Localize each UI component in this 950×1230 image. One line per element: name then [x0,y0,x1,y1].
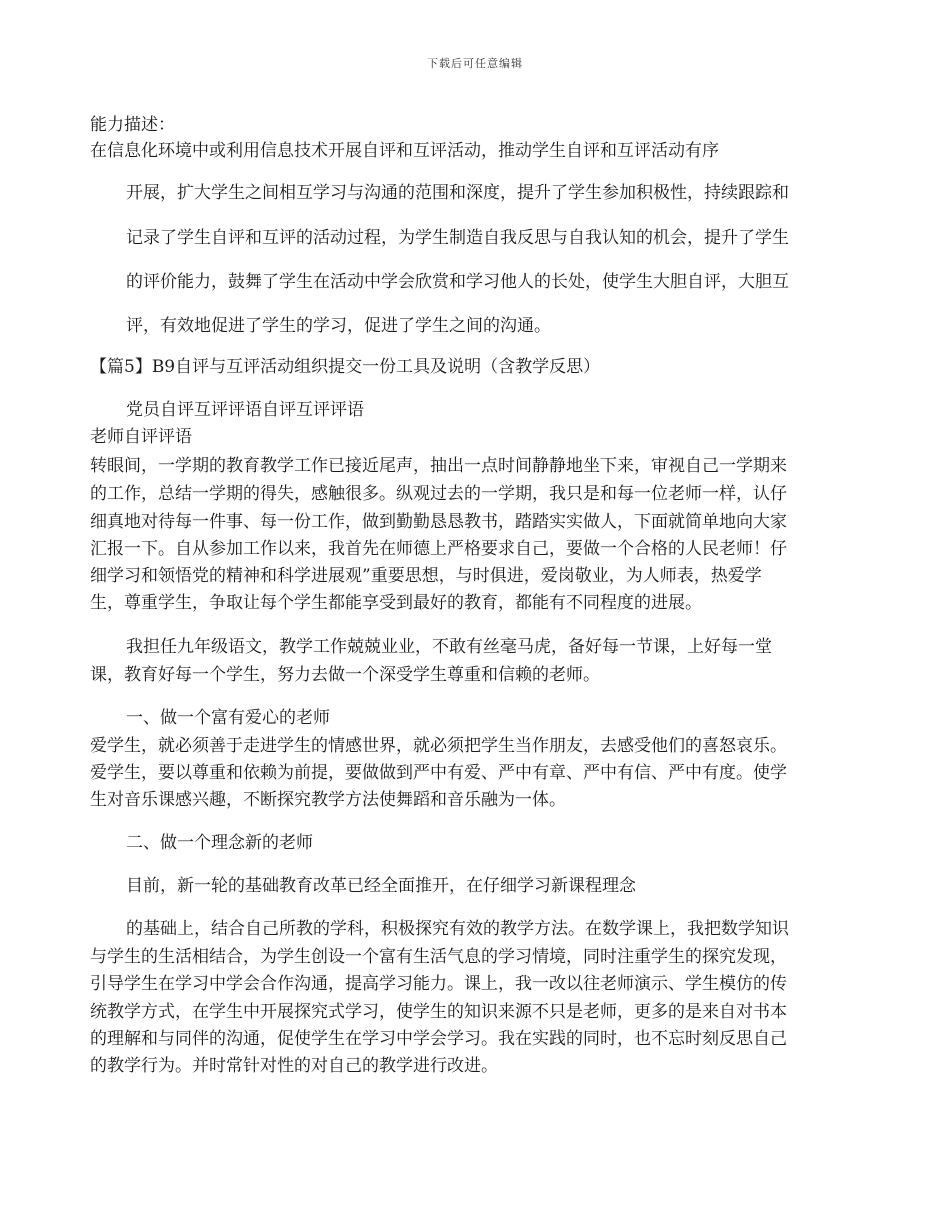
page-header: 下载后可任意编辑 [427,57,523,70]
text-line: 统教学方式，在学生中开展探究式学习，使学生的知识来源不只是老师，更多的是来自对书本 [90,1002,787,1022]
text-line: 爱学生，要以尊重和依赖为前提，要做做到严中有爱、严中有章、严中有信、严中有度。使学 [90,763,787,783]
subheading: 一、做一个富有爱心的老师 [126,708,330,728]
text-line: 爱学生，就必须善于走进学生的情感世界，就必须把学生当作朋友，去感受他们的喜怒哀乐。 [90,736,787,756]
text-line: 开展，扩大学生之间相互学习与沟通的范围和深度，提升了学生参加积极性，持续跟踪和 [126,183,789,203]
text-line: 的理解和与同伴的沟通，促使学生在学习中学会学习。我在实践的同时，也不忘时刻反思自己 [90,1029,787,1049]
text-line: 在信息化环境中或利用信息技术开展自评和互评活动，推动学生自评和互评活动有序 [90,141,719,161]
text-line: 能力描述： [90,115,175,135]
text-line: 党员自评互评评语自评互评评语 [126,400,364,420]
subheading: 老师自评评语 [90,427,192,447]
text-line: 与学生的生活相结合，为学生创设一个富有生活气息的学习情境，同时注重学生的探究发现， [90,947,787,967]
text-line: 我担任九年级语文，教学工作兢兢业业，不敢有丝毫马虎，备好每一节课，上好每一堂 [126,637,772,657]
text-line: 生，尊重学生，争取让每个学生都能享受到最好的教育，都能有不同程度的进展。 [90,593,702,613]
text-line: 的基础上，结合自己所教的学科，积极探究有效的教学方法。在数学课上，我把数学知识 [126,919,789,939]
text-line: 的评价能力，鼓舞了学生在活动中学会欣赏和学习他人的长处，使学生大胆自评，大胆互 [126,272,789,292]
text-line: 目前，新一轮的基础教育改革已经全面推开，在仔细学习新课程理念 [126,876,636,896]
text-line: 细真地对待每一件事、每一份工作，做到勤勤恳恳教书，踏踏实实做人，下面就简单地向大家 [90,512,787,532]
text-line: 引导学生在学习中学会合作沟通，提高学习能力。课上，我一改以往老师演示、学生模仿的传 [90,974,787,994]
text-line: 课，教育好每一个学生，努力去做一个深受学生尊重和信赖的老师。 [90,665,600,685]
subheading: 二、做一个理念新的老师 [126,833,313,853]
text-line: 汇报一下。自从参加工作以来，我首先在师德上严格要求自己，要做一个合格的人民老师！仔 [90,539,787,559]
text-line: 的教学行为。并时常针对性的对自己的教学进行改进。 [90,1056,498,1076]
text-line: 生对音乐课感兴趣，不断探究教学方法使舞蹈和音乐融为一体。 [90,790,566,810]
text-line: 细学习和领悟党的精神和科学进展观”重要思想，与时俱进，爱岗敬业，为人师表，热爱学 [90,566,762,586]
section-heading: 【篇5】B9自评与互评活动组织提交一份工具及说明（含教学反思） [90,357,601,377]
text-line: 的工作，总结一学期的得失，感触很多。纵观过去的一学期，我只是和每一位老师一样，认仔 [90,484,787,504]
text-line: 记录了学生自评和互评的活动过程，为学生制造自我反思与自我认知的机会，提升了学生 [126,228,789,248]
text-line: 评，有效地促进了学生的学习，促进了学生之间的沟通。 [126,316,551,336]
text-line: 转眼间，一学期的教育教学工作已接近尾声，抽出一点时间静静地坐下来，审视自己一学期来 [90,456,787,476]
